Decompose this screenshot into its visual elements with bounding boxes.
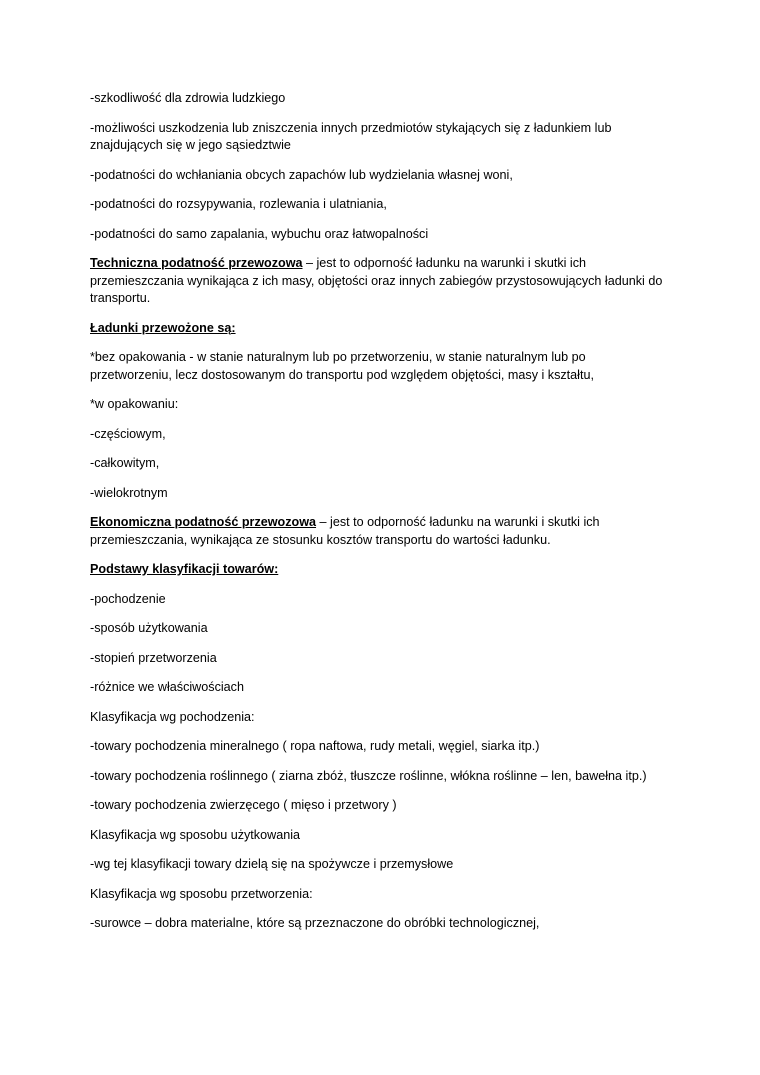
paragraph: [90, 591, 670, 609]
paragraph-text: Klasyfikacja wg sposobu przetworzenia:: [90, 886, 313, 901]
paragraph: [90, 120, 670, 155]
paragraph: [90, 196, 670, 214]
paragraph: [90, 915, 670, 933]
paragraph: [90, 396, 670, 414]
paragraph: [90, 426, 670, 444]
section-heading: Ładunki przewożone są:: [90, 320, 236, 335]
paragraph-text: -towary pochodzenia roślinnego ( ziarna zbóż, tłuszcze roślinne, włókna roślinne – len, bawełna itp.): [90, 768, 647, 783]
paragraph: [90, 349, 670, 384]
paragraph-text: -całkowitym,: [90, 456, 160, 470]
paragraph: [90, 455, 670, 473]
paragraph-text: -częściowym,: [90, 426, 166, 441]
paragraph: [90, 620, 670, 638]
paragraph-text: *bez opakowania - w stanie naturalnym lub po przetworzeniu, w stanie naturalnym lub po przetworzeniu, lecz dostosowanym do transportu pod względem objętości, masy i kształtu,: [90, 350, 594, 382]
paragraph-text: -towary pochodzenia zwierzęcego ( mięso i przetwory ): [90, 798, 397, 812]
paragraph: [90, 561, 670, 579]
paragraph-text: -podatności do rozsypywania, rozlewania i ulatniania,: [90, 197, 387, 211]
paragraph-text: -szkodliwość dla zdrowia ludzkiego: [90, 91, 286, 105]
section-heading: Techniczna podatność przewozowa: [90, 256, 303, 270]
paragraph-text: -surowce – dobra materialne, które są przeznaczone do obróbki technologicznej,: [90, 916, 540, 930]
paragraph: [90, 886, 670, 904]
paragraph-text: -różnice we właściwościach: [90, 680, 244, 694]
paragraph: [90, 679, 670, 697]
paragraph-text: -wielokrotnym: [90, 485, 168, 500]
paragraph-text: -podatności do wchłaniania obcych zapachów lub wydzielania własnej woni,: [90, 167, 513, 182]
paragraph: [90, 167, 670, 185]
paragraph: [90, 856, 670, 874]
paragraph-text: – jest to odporność ładunku na warunki i skutki ich przemieszczania, wynikająca ze stosunku kosztów transportu do wartości ładunku.: [90, 515, 600, 547]
paragraph-text: -podatności do samo zapalania, wybuchu oraz łatwopalności: [90, 226, 429, 241]
paragraph-text: -sposób użytkowania: [90, 621, 208, 635]
paragraph: [90, 514, 670, 549]
paragraph: [90, 485, 670, 503]
paragraph: [90, 738, 670, 756]
paragraph: [90, 650, 670, 668]
paragraph-text: Klasyfikacja wg pochodzenia:: [90, 709, 255, 724]
paragraph-text: Klasyfikacja wg sposobu użytkowania: [90, 827, 301, 842]
section-heading: Podstawy klasyfikacji towarów:: [90, 562, 279, 576]
paragraph: [90, 255, 670, 308]
paragraph: [90, 797, 670, 815]
paragraph-text: -możliwości uszkodzenia lub zniszczenia innych przedmiotów stykających się z ładunkiem lub znajdujących się w jego sąsiedztwie: [90, 120, 612, 152]
paragraph-text: -towary pochodzenia mineralnego ( ropa naftowa, rudy metali, węgiel, siarka itp.): [90, 739, 540, 753]
section-heading: Ekonomiczna podatność przewozowa: [90, 515, 317, 529]
paragraph: [90, 827, 670, 845]
paragraph: [90, 90, 670, 108]
paragraph: [90, 768, 670, 786]
paragraph-text: – jest to odporność ładunku na warunki i skutki ich przemieszczania wynikająca z ich masy, objętości oraz innych zabiegów przystosowujących ładunki do transportu.: [90, 256, 663, 305]
paragraph: [90, 320, 670, 338]
paragraph-text: -stopień przetworzenia: [90, 650, 217, 665]
paragraph-text: *w opakowaniu:: [90, 397, 179, 411]
paragraph: [90, 709, 670, 727]
paragraph-text: -pochodzenie: [90, 591, 166, 606]
paragraph: [90, 226, 670, 244]
paragraph-text: -wg tej klasyfikacji towary dzielą się na spożywcze i przemysłowe: [90, 857, 454, 871]
